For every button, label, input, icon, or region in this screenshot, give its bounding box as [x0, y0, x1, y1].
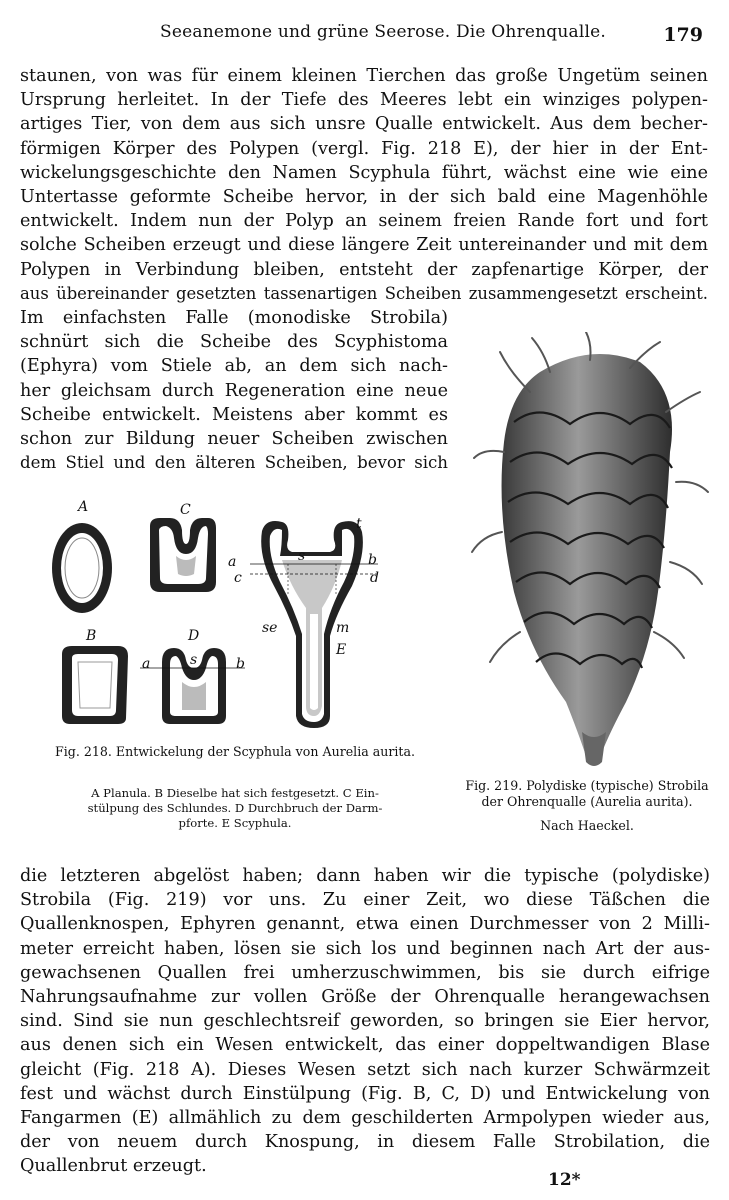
figure-219-strobila-drawing — [470, 332, 718, 772]
label-b-lower: b — [236, 656, 245, 672]
text-line: entwickelt. Indem nun der Polyp an seinem freien Rande fort und fort — [20, 211, 708, 232]
text-line: Fangarmen (E) allmählich zu dem geschilderten Armpolypen wieder aus, — [20, 1108, 710, 1129]
label-A: A — [78, 499, 89, 515]
label-d: d — [370, 570, 379, 586]
text-line: Nahrungsaufnahme zur vollen Größe der Ohrenqualle herangewachsen — [20, 987, 710, 1008]
label-b-upper: b — [368, 552, 377, 568]
page-number: 179 — [663, 24, 703, 46]
label-B: B — [86, 628, 97, 644]
caption-line: Fig. 219. Polydiske (typische) Strobila — [465, 778, 709, 793]
paragraph-life-cycle — [20, 864, 710, 1179]
text-line: (Ephyra) vom Stiele ab, an dem sich nach- — [20, 356, 448, 377]
text-line: gewachsenen Quallen frei umherzuschwimmen, bis sie durch eifrige — [20, 962, 710, 983]
text-line: meter erreicht haben, lösen sie sich los und beginnen nach Art der aus- — [20, 938, 710, 959]
text-line: Quallenbrut erzeugt. — [20, 1156, 207, 1177]
text-line: artiges Tier, von dem aus sich unsre Qualle entwickelt. Aus dem becher- — [20, 114, 708, 135]
stage-b-settled — [62, 646, 128, 724]
paragraph-intro — [20, 64, 708, 306]
text-line: Untertasse geformte Scheibe hervor, in der sich bald eine Magenhöhle — [20, 187, 708, 208]
stage-a-planula — [52, 523, 112, 613]
figure-218-caption-description — [40, 786, 430, 831]
label-E: E — [336, 642, 347, 658]
text-line: Im einfachsten Falle (monodiske Strobila) — [20, 308, 448, 328]
text-line: Strobila (Fig. 219) vor uns. Zu einer Zeit, wo diese Täßchen die — [20, 890, 710, 911]
text-line: solche Scheiben erzeugt und diese längere Zeit untereinander und mit dem — [20, 235, 708, 256]
label-c-upper: c — [234, 570, 242, 586]
text-line: aus übereinander gesetzten tassenartigen Scheiben zusammengesetzt erscheint. — [20, 283, 708, 303]
text-line: gleicht (Fig. 218 A). Dieses Wesen setzt sich nach kurzer Schwärmzeit — [20, 1059, 710, 1080]
label-a-lower: a — [142, 656, 151, 672]
text-line: dem Stiel und den älteren Scheiben, bevor sich — [20, 453, 448, 473]
label-a-upper: a — [228, 554, 237, 570]
text-line: schnürt sich die Scheibe des Scyphistoma — [20, 332, 448, 353]
label-D: D — [188, 628, 200, 644]
label-s-upper: s — [298, 548, 306, 564]
label-m: m — [336, 620, 350, 636]
text-line: sind. Sind sie nun geschlechtsreif geworden, so bringen sie Eier hervor, — [20, 1011, 710, 1032]
label-se: se — [262, 620, 278, 636]
text-line: Ursprung herleitet. In der Tiefe des Meeres lebt ein winziges polypen- — [20, 90, 708, 111]
caption-line: pforte. E Scyphula. — [178, 816, 292, 830]
running-title: Seeanemone und grüne Seerose. Die Ohrenqualle. — [160, 22, 607, 42]
text-line: staunen, von was für einem kleinen Tierchen das große Ungetüm seinen — [20, 66, 708, 86]
running-head — [0, 22, 729, 52]
caption-line: der Ohrenqualle (Aurelia aurita). — [481, 794, 693, 809]
text-line: aus denen sich ein Wesen entwickelt, das einer doppeltwandigen Blase — [20, 1035, 710, 1056]
text-line: her gleichsam durch Regeneration eine neue — [20, 380, 448, 401]
caption-line: A Planula. B Dieselbe hat sich festgesetzt. C Ein- — [91, 786, 379, 800]
text-line: schon zur Bildung neuer Scheiben zwischen — [20, 429, 448, 450]
figure-218-drawing — [30, 496, 440, 741]
text-line: wickelungsgeschichte den Namen Scyphula führt, wächst eine wie eine — [20, 162, 708, 183]
stage-c-invagination — [150, 518, 216, 592]
label-t: t — [356, 516, 362, 532]
text-line: die letzteren abgelöst haben; dann haben wir die typische (polydiske) — [20, 866, 710, 886]
figure-219-credit: Nach Haeckel. — [540, 818, 634, 833]
label-s-lower: s — [190, 652, 198, 668]
text-line: der von neuem durch Knospung, in diesem Falle Strobilation, die — [20, 1132, 710, 1153]
text-line: Scheibe entwickelt. Meistens aber kommt es — [20, 404, 448, 425]
text-line: förmigen Körper des Polypen (vergl. Fig. 218 E), der hier in der Ent- — [20, 138, 708, 159]
text-line: Polypen in Verbindung bleiben, entsteht der zapfenartige Körper, der — [20, 259, 708, 280]
caption-line: stülpung des Schlundes. D Durchbruch der Darm- — [87, 801, 383, 815]
label-C: C — [180, 502, 191, 518]
signature-mark: 12* — [548, 1170, 581, 1190]
figure-218-caption-title: Fig. 218. Entwickelung der Scyphula von Aurelia aurita. — [55, 744, 415, 759]
text-line: Quallenknospen, Ephyren genannt, etwa einen Durchmesser von 2 Milli- — [20, 914, 710, 935]
text-line: fest und wächst durch Einstülpung (Fig. B, C, D) und Entwickelung von — [20, 1083, 710, 1104]
paragraph-strobila — [20, 306, 448, 475]
figure-219-caption — [452, 778, 722, 810]
